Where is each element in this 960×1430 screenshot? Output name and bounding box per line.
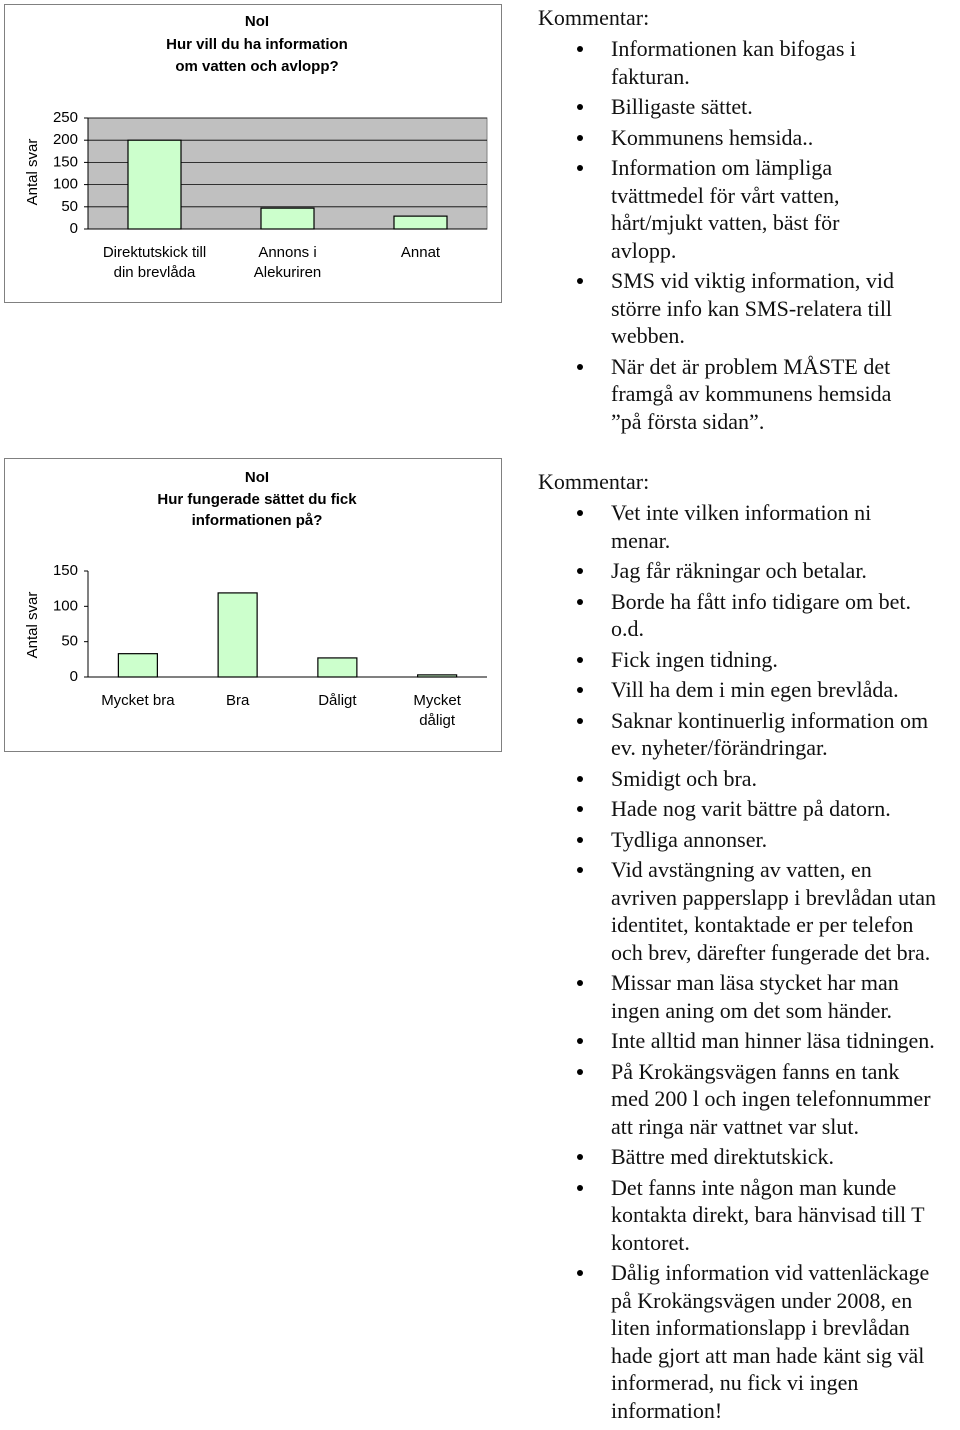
category-label: Dåligt (318, 691, 357, 709)
comment-item (538, 856, 958, 966)
chart-title: Hur vill du ha information (166, 35, 348, 53)
chart-title: informationen på? (191, 511, 323, 529)
comment-item (538, 588, 958, 643)
comments-list (538, 35, 958, 435)
comment-line: Inte alltid man hinner läsa tidningen. (611, 1028, 935, 1053)
comment-line: SMS vid viktig information, vid (611, 268, 894, 293)
comment-line: kontakta direkt, bara hänvisad till T (611, 1202, 925, 1227)
comment-item (538, 1259, 958, 1424)
comment-line: Information om lämpliga (611, 155, 833, 180)
chart-title: NoI (244, 468, 270, 486)
y-tick-label: 150 (52, 153, 78, 171)
category-label: din brevlåda (113, 263, 196, 281)
category-label: Direktutskick till (102, 243, 207, 261)
comment-line: När det är problem MÅSTE det (611, 353, 891, 379)
comment-line: Kommunens hemsida.. (611, 124, 814, 150)
comment-line: Vid avstängning av vatten, en (611, 857, 872, 882)
bar (318, 658, 357, 677)
comment-line: avriven papperslapp i brevlådan utan (611, 884, 936, 910)
bar (261, 208, 314, 229)
comment-line: ev. nyheter/förändringar. (611, 735, 828, 760)
comment-line: Missar man läsa stycket har man (611, 970, 899, 995)
comment-line: Det fanns inte någon man kunde (611, 1174, 897, 1200)
comment-item (538, 124, 958, 152)
comment-line: framgå av kommunens hemsida (611, 381, 892, 406)
category-label: Mycket bra (101, 691, 175, 709)
comment-item (538, 93, 958, 121)
chart-information-preference (4, 4, 502, 303)
comment-item (538, 353, 958, 436)
comment-line: Tydliga annonser. (611, 826, 768, 852)
y-tick-label: 150 (52, 561, 78, 579)
comments-list (538, 499, 958, 1424)
category-label: Mycket (413, 691, 461, 709)
chart-title: NoI (244, 12, 270, 30)
comment-line: fakturan. (611, 63, 690, 89)
y-tick-label: 100 (52, 597, 78, 615)
category-label: Alekuriren (253, 263, 322, 281)
comment-line: med 200 l och ingen telefonnummer (611, 1086, 931, 1111)
comment-item (538, 765, 958, 793)
comment-line: Informationen kan bifogas i (611, 36, 856, 61)
comment-line: information! (611, 1397, 723, 1423)
comment-line: informerad, nu fick vi ingen (611, 1370, 859, 1395)
comment-line: Hade nog varit bättre på datorn. (611, 796, 891, 821)
comment-line: hårt/mjukt vatten, bäst för (611, 210, 840, 235)
comment-line: större info kan SMS-relatera till (611, 295, 893, 321)
comment-item (538, 499, 958, 554)
bar (118, 654, 157, 677)
category-label: dåligt (419, 711, 456, 729)
comments-heading: Kommentar: (538, 469, 650, 494)
comment-item (538, 676, 958, 704)
comment-line: att ringa när vattnet var slut. (611, 1113, 860, 1139)
comment-line: Fick ingen tidning. (611, 646, 778, 672)
comment-item (538, 35, 958, 90)
bar (394, 216, 447, 229)
y-axis-label: Antal svar (23, 138, 41, 206)
comment-line: Dålig information vid vattenläckage (611, 1260, 930, 1285)
bar (418, 675, 457, 677)
comment-item (538, 795, 958, 823)
comment-item (538, 1058, 958, 1141)
chart-canvas (4, 4, 502, 303)
chart-information-satisfaction (4, 458, 502, 752)
comment-item (538, 1174, 958, 1257)
comment-line: ”på första sidan”. (611, 408, 765, 434)
y-tick-label: 50 (61, 197, 78, 215)
y-tick-label: 0 (69, 667, 78, 685)
y-tick-label: 250 (52, 108, 78, 126)
comment-line: Billigaste sättet. (611, 94, 753, 119)
chart-canvas (4, 458, 502, 752)
chart-title: Hur fungerade sättet du fick (157, 490, 357, 508)
comments-section-1 (538, 4, 958, 435)
comment-line: Borde ha fått info tidigare om bet. (611, 588, 911, 614)
comment-line: Vet inte vilken information ni (611, 500, 872, 525)
comment-line: Smidigt och bra. (611, 765, 758, 791)
comment-item (538, 1027, 958, 1055)
comment-item (538, 707, 958, 762)
y-tick-label: 0 (69, 219, 78, 237)
comment-line: kontoret. (611, 1229, 690, 1255)
y-tick-label: 100 (52, 175, 78, 193)
comment-item (538, 557, 958, 585)
comment-line: Vill ha dem i min egen brevlåda. (611, 677, 899, 702)
comment-line: På Krokängsvägen fanns en tank (611, 1058, 900, 1084)
category-label: Annat (400, 243, 441, 261)
comment-line: hade gjort att man hade känt sig väl (611, 1342, 925, 1368)
comment-line: Bättre med direktutskick. (611, 1144, 834, 1169)
comment-line: o.d. (611, 616, 644, 641)
comments-heading: Kommentar: (538, 5, 650, 30)
bar (218, 593, 257, 677)
comment-line: avlopp. (611, 237, 677, 263)
comment-item (538, 1143, 958, 1171)
comment-item (538, 267, 958, 350)
comment-line: Saknar kontinuerlig information om (611, 707, 929, 733)
comment-item (538, 826, 958, 854)
comment-line: ingen aning om det som händer. (611, 997, 893, 1023)
comments-section-2 (538, 468, 958, 1424)
y-tick-label: 200 (52, 131, 78, 149)
category-label: Bra (225, 691, 250, 709)
comment-item (538, 154, 958, 264)
y-tick-label: 50 (61, 632, 78, 650)
chart-title: om vatten och avlopp? (175, 57, 339, 75)
comment-item (538, 969, 958, 1024)
comment-line: menar. (611, 527, 671, 553)
category-label: Annons i (258, 243, 317, 261)
comment-item (538, 646, 958, 674)
comment-line: identitet, kontaktade er per telefon (611, 912, 914, 937)
bar (128, 140, 181, 229)
comment-line: och brev, därefter fungerade det bra. (611, 939, 931, 965)
comment-line: Jag får räkningar och betalar. (611, 558, 867, 583)
y-axis-label: Antal svar (23, 591, 41, 659)
comment-line: liten informationslapp i brevlådan (611, 1315, 910, 1340)
comment-line: på Krokängsvägen under 2008, en (611, 1287, 913, 1313)
comment-line: tvättmedel för vårt vatten, (611, 182, 840, 208)
comment-line: webben. (611, 323, 685, 348)
